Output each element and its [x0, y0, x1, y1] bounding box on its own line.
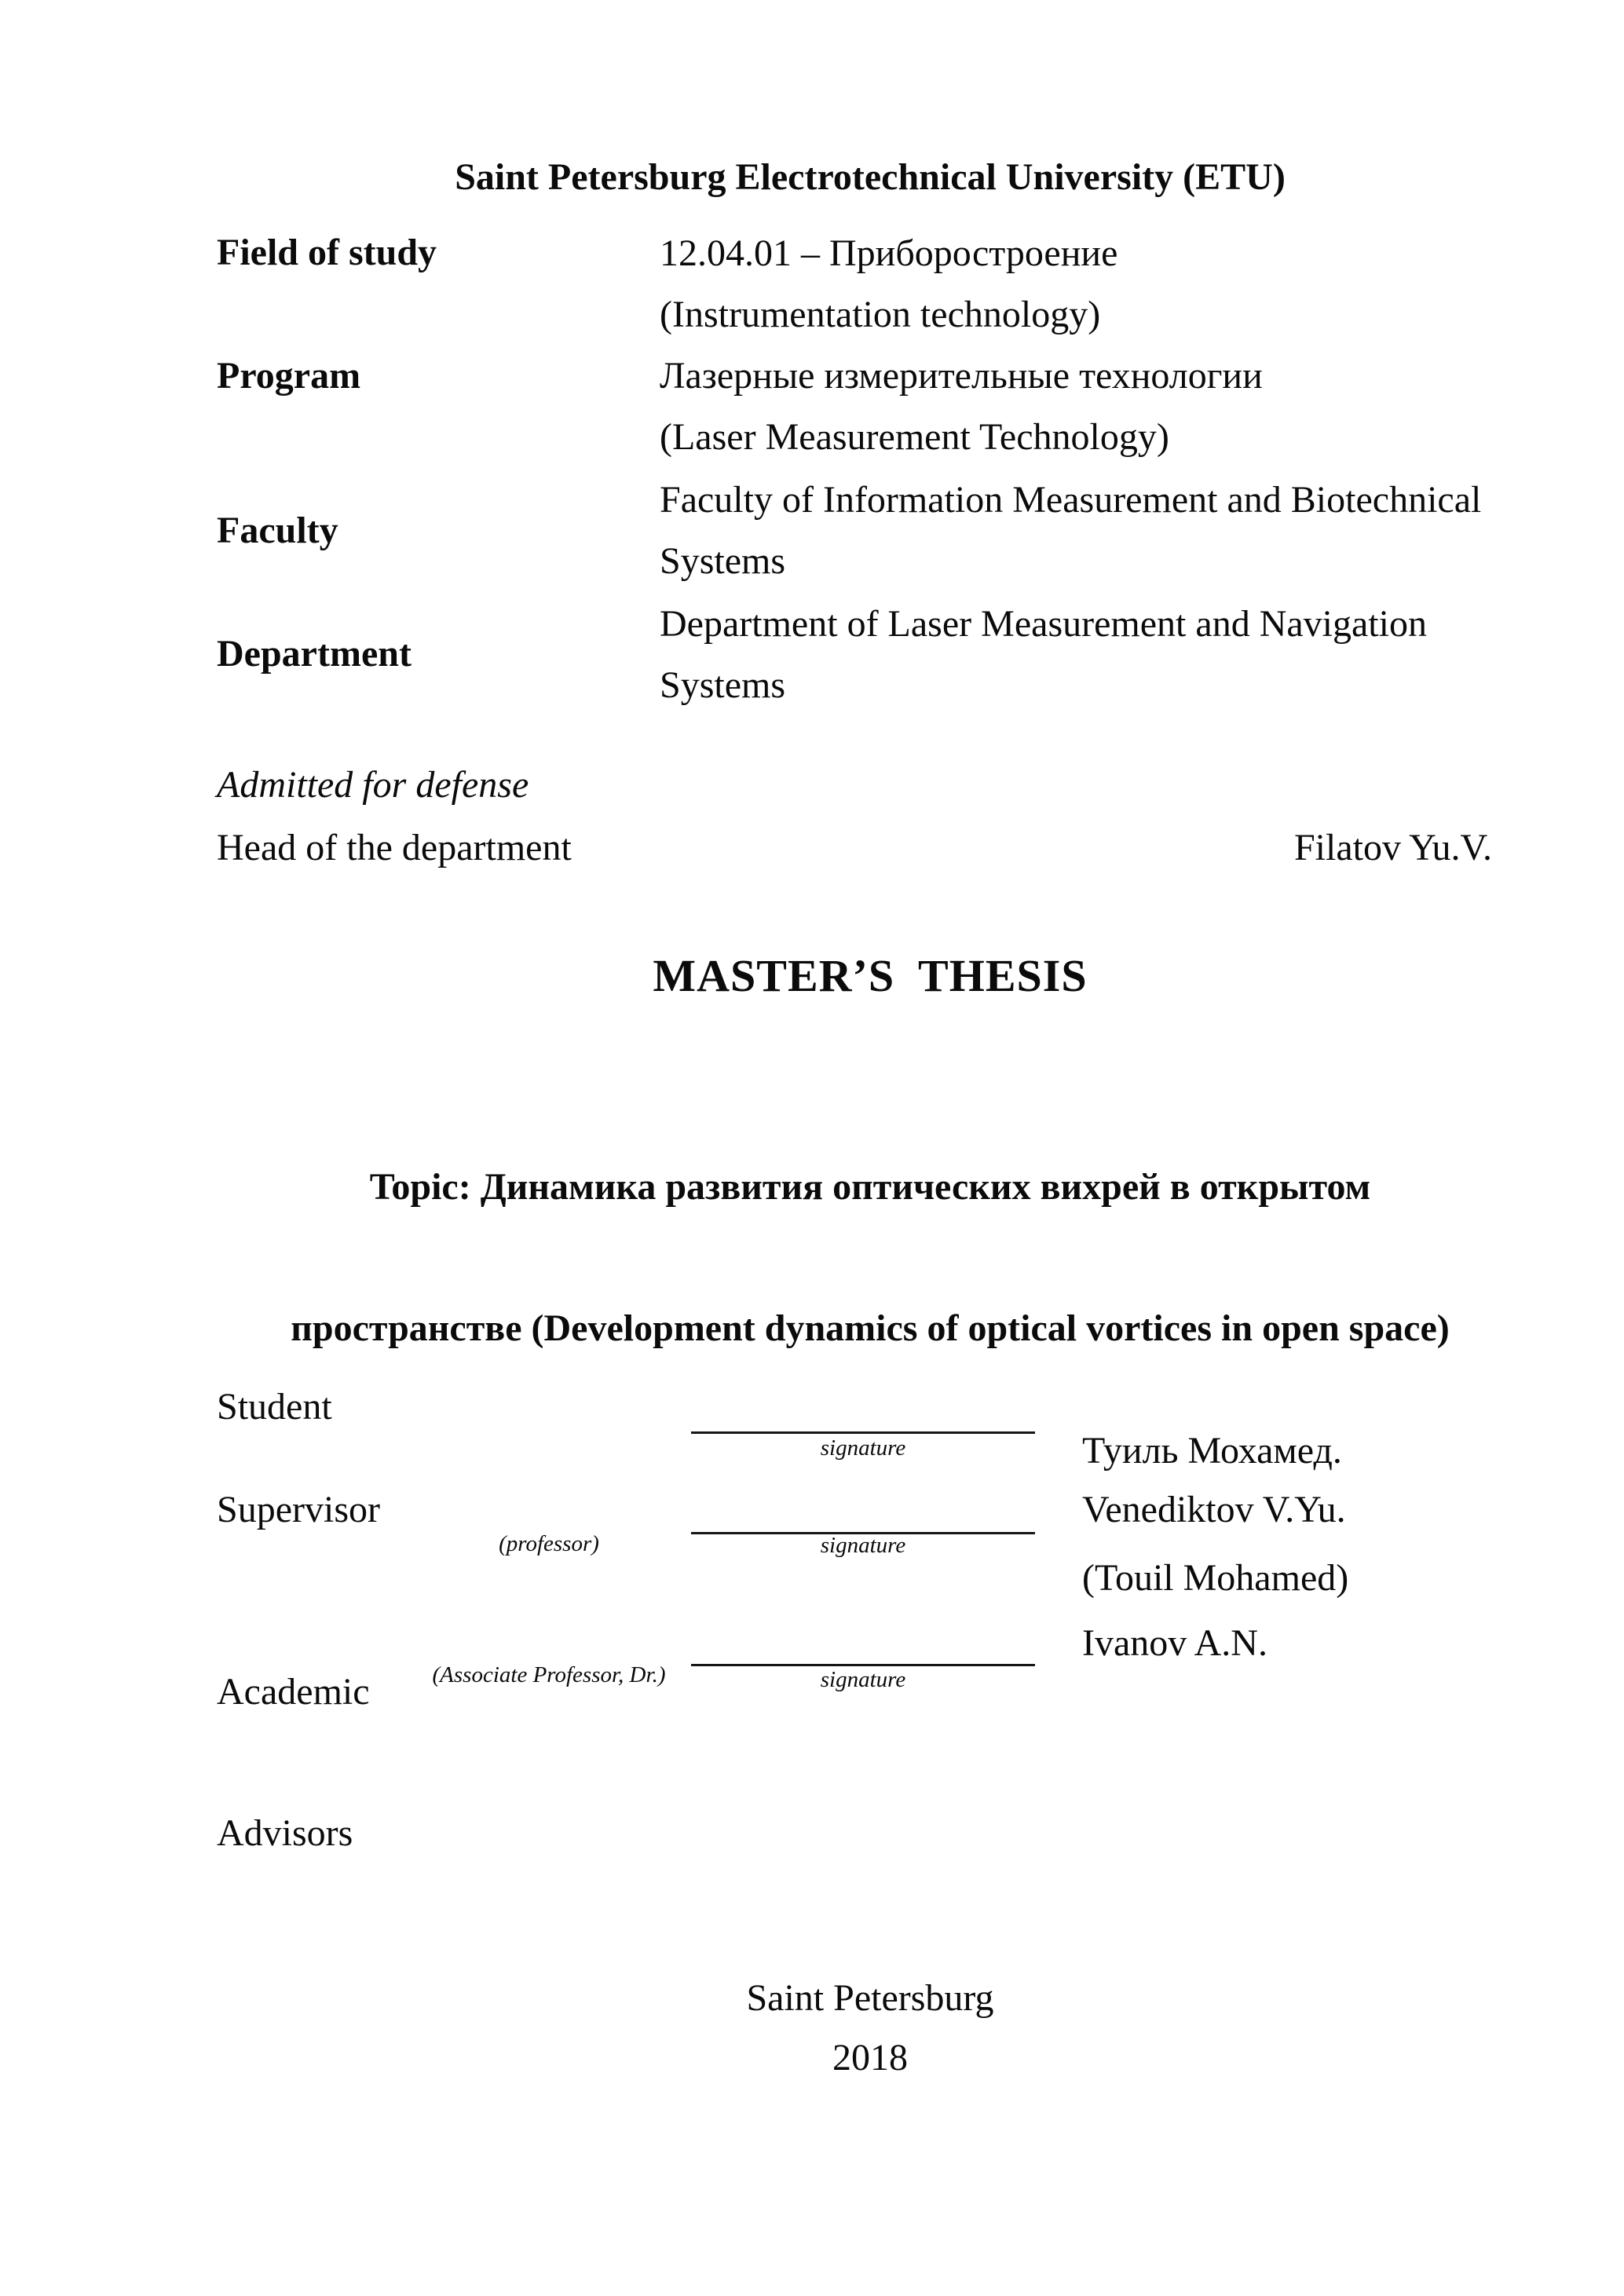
- faculty-value-line-2: Systems: [660, 540, 786, 582]
- supervisor-name: Venediktov V.Yu.: [1082, 1489, 1346, 1530]
- footer-year: 2018: [832, 2037, 908, 2078]
- program-value-line-2: (Laser Measurement Technology): [660, 416, 1169, 458]
- field-of-study-label: Field of study: [217, 232, 437, 273]
- university-title: Saint Petersburg Electrotechnical University (ETU): [455, 156, 1286, 198]
- student-signature-line: [691, 1408, 1035, 1434]
- field-of-study-value-line-1: 12.04.01 – Приборостроение: [660, 232, 1118, 274]
- program-value-line-1: Лазерные измерительные технологии: [660, 355, 1263, 397]
- academic-advisors-qualifier: (Associate Professor, Dr.): [432, 1662, 666, 1687]
- academic-advisors-role-label: [217, 1574, 370, 1951]
- academic-advisors-name: Ivanov A.N.: [1082, 1622, 1267, 1664]
- student-name-line-1: Туиль Мохамед.: [1082, 1430, 1342, 1472]
- academic-advisors-role-line-1: Academic: [217, 1671, 370, 1713]
- thesis-topic-line-2: пространстве (Development dynamics of optical vortices in open space): [291, 1307, 1450, 1349]
- field-of-study-value-line-2: (Instrumentation technology): [660, 294, 1101, 335]
- student-role-label: Student: [217, 1386, 332, 1428]
- head-of-department-label: Head of the department: [217, 827, 572, 868]
- student-signature-caption: signature: [820, 1435, 906, 1461]
- thesis-topic-line-1: Topic: Динамика развития оптических вихрей в открытом: [369, 1166, 1371, 1208]
- supervisor-role-label: Supervisor: [217, 1489, 380, 1530]
- footer-city: Saint Petersburg: [746, 1977, 994, 2019]
- head-of-department-name: Filatov Yu.V.: [1293, 827, 1492, 868]
- supervisor-signature-caption: signature: [820, 1533, 906, 1558]
- faculty-value-line-1: Faculty of Information Measurement and Biotechnical: [660, 479, 1482, 521]
- academic-advisors-role-line-2: Advisors: [217, 1812, 353, 1854]
- admitted-for-defense-line: Admitted for defense: [217, 764, 529, 806]
- academic-advisors-signature-line: [691, 1640, 1035, 1666]
- program-label: Program: [217, 355, 361, 397]
- academic-advisors-signature-caption: signature: [820, 1667, 906, 1692]
- supervisor-signature-line: [691, 1508, 1035, 1534]
- department-label: Department: [217, 633, 411, 675]
- main-heading: MASTER’S THESIS: [653, 950, 1088, 1001]
- department-value-line-1: Department of Laser Measurement and Navigation: [660, 603, 1427, 645]
- student-name-line-2: (Touil Mohamed): [1082, 1557, 1349, 1599]
- faculty-label: Faculty: [217, 510, 338, 551]
- department-value-line-2: Systems: [660, 664, 786, 706]
- supervisor-qualifier: (professor): [499, 1531, 599, 1556]
